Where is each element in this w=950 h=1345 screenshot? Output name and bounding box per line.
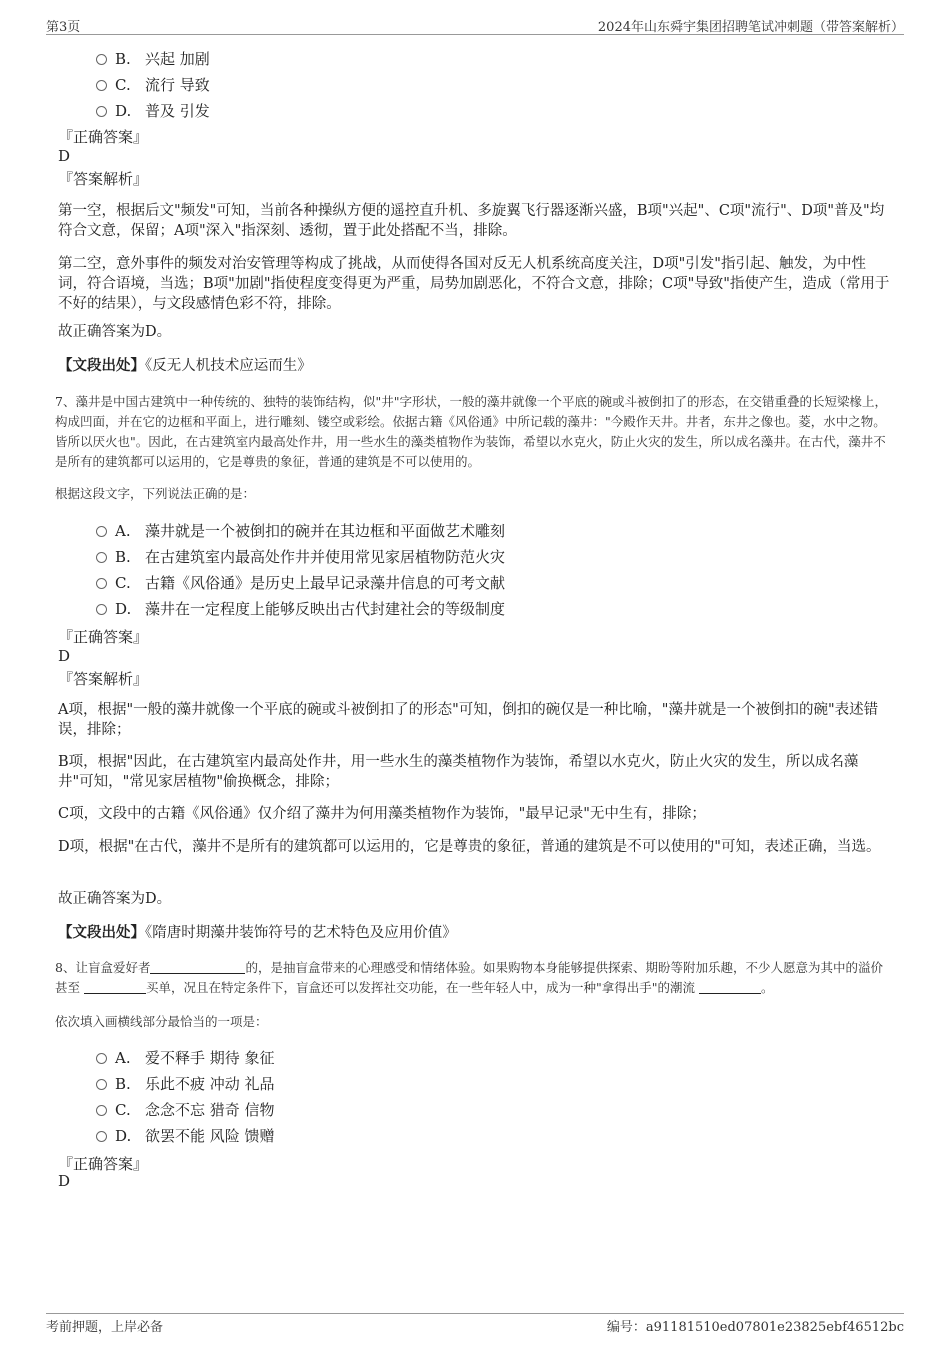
source-label: 【文段出处】 bbox=[58, 357, 145, 374]
document-code: 编号：a91181510ed07801e23825ebf46512bc bbox=[606, 1320, 904, 1335]
q7-analysis-a: A项，根据"一般的藻井就像一个平底的碗或斗被倒扣了的形态"可知，倒扣的碗仅是一种比喻，"藻井就是一个被倒扣的碗"表述错误，排除； bbox=[58, 702, 879, 738]
page-header bbox=[46, 14, 904, 35]
page-footer bbox=[46, 1313, 904, 1336]
radio-icon[interactable] bbox=[96, 1131, 107, 1142]
source-title: 《隋唐时期藻井装饰符号的艺术特色及应用价值》 bbox=[145, 925, 457, 941]
q7-analysis-label: 『答案解析』 bbox=[58, 670, 149, 688]
blank-2 bbox=[84, 979, 146, 994]
radio-icon[interactable] bbox=[96, 80, 107, 91]
q7-answer: D bbox=[58, 647, 71, 665]
q7-option-c[interactable]: C. 古籍《风俗通》是历史上最早记录藻井信息的可考文献 bbox=[96, 572, 505, 593]
q7-analysis-c: C项，文段中的古籍《风俗通》仅介绍了藻井为何用藻类植物作为装饰，"最早记录"无中生有，排除； bbox=[58, 806, 706, 822]
q7-answer-label: 『正确答案』 bbox=[58, 628, 149, 646]
blank-1 bbox=[150, 959, 245, 974]
q7-question: 根据这段文字，下列说法正确的是： bbox=[55, 486, 256, 501]
q6-analysis-3: 故正确答案为D。 bbox=[58, 324, 172, 340]
source-title: 《反无人机技术应运而生》 bbox=[145, 358, 312, 374]
q8-option-b[interactable]: B. 乐此不疲 冲动 礼品 bbox=[96, 1073, 275, 1094]
q8-option-d[interactable]: D. 欲罢不能 风险 馈赠 bbox=[96, 1125, 275, 1146]
q8-question: 依次填入画横线部分最恰当的一项是： bbox=[55, 1014, 268, 1029]
radio-icon[interactable] bbox=[96, 552, 107, 563]
blank-3 bbox=[699, 979, 761, 994]
q6-answer: D bbox=[58, 147, 71, 165]
q6-option-b[interactable]: B. 兴起 加剧 bbox=[96, 48, 210, 69]
q7-option-d[interactable]: D. 藻井在一定程度上能够反映出古代封建社会的等级制度 bbox=[96, 598, 505, 619]
radio-icon[interactable] bbox=[96, 526, 107, 537]
page-number: 第3页 bbox=[46, 20, 81, 35]
q7-option-a[interactable]: A. 藻井就是一个被倒扣的碗并在其边框和平面做艺术雕刻 bbox=[96, 520, 505, 541]
q8-answer: D bbox=[58, 1172, 71, 1190]
q6-option-c[interactable]: C. 流行 导致 bbox=[96, 74, 210, 95]
radio-icon[interactable] bbox=[96, 54, 107, 65]
radio-icon[interactable] bbox=[96, 106, 107, 117]
footer-slogan: 考前押题，上岸必备 bbox=[46, 1320, 164, 1335]
q6-answer-label: 『正确答案』 bbox=[58, 128, 149, 146]
q7-analysis-d: D项，根据"在古代，藻井不是所有的建筑都可以运用的，它是尊贵的象征，普通的建筑是不可以使用的"可知，表述正确，当选。 bbox=[58, 839, 881, 855]
document-title: 2024年山东舜宇集团招聘笔试冲刺题（带答案解析） bbox=[597, 20, 904, 35]
radio-icon[interactable] bbox=[96, 1079, 107, 1090]
q7-option-b[interactable]: B. 在古建筑室内最高处作井并使用常见家居植物防范火灾 bbox=[96, 546, 505, 567]
q8-answer-label: 『正确答案』 bbox=[58, 1155, 149, 1173]
q6-analysis-2: 第二空，意外事件的频发对治安管理等构成了挑战，从而使得各国对反无人机系统高度关注，D项"引发"指引起、触发，为中性词，符合语境，当选；B项"加剧"指使程度变得更为严重，局势加剧恶化，不符合文意，排除；C项"导致"指使产生，造成（常用于不好的结果），与文段感情色彩不符，排除。 bbox=[58, 256, 890, 312]
q6-analysis-1: 第一空，根据后文"频发"可知，当前各种操纵方便的遥控直升机、多旋翼飞行器逐渐兴盛，B项"兴起"、C项"流行"、D项"普及"均符合文意，保留；A项"深入"指深刻、透彻，置于此处搭配不当，排除。 bbox=[58, 203, 885, 239]
q7-analysis-conclusion: 故正确答案为D。 bbox=[58, 891, 172, 907]
q6-option-d[interactable]: D. 普及 引发 bbox=[96, 100, 210, 121]
radio-icon[interactable] bbox=[96, 1105, 107, 1116]
source-label: 【文段出处】 bbox=[58, 924, 145, 941]
q8-passage: 8、让盲盒爱好者 的，是抽盲盒带来的心理感受和情绪体验。如果购物本身能够提供探索、期盼等附加乐趣，不少人愿意为其中的溢价甚至 买单，况且在特定条件下，盲盒还可以发挥社交功能，在一些年轻人中，成为一种"拿得出手"的潮流 。 bbox=[55, 960, 883, 995]
radio-icon[interactable] bbox=[96, 604, 107, 615]
q7-analysis-b: B项，根据"因此，在古建筑室内最高处作井，用一些水生的藻类植物作为装饰，希望以水克火，防止火灾的发生，所以成名藻井"可知，"常见家居植物"偷换概念，排除； bbox=[58, 754, 859, 790]
radio-icon[interactable] bbox=[96, 1053, 107, 1064]
q6-source bbox=[58, 356, 892, 376]
radio-icon[interactable] bbox=[96, 578, 107, 589]
q8-option-a[interactable]: A. 爱不释手 期待 象征 bbox=[96, 1047, 275, 1068]
q7-passage: 7、藻井是中国古建筑中一种传统的、独特的装饰结构，似"井"字形状，一般的藻井就像一个平底的碗或斗被倒扣了的形态，在交错重叠的长短梁椽上，构成凹面，并在它的边框和平面上，进行雕刻、镂空或彩绘。依据古籍《风俗通》中所记载的藻井："今殿作天井。井者，东井之像也。菱，水中之物。皆所以厌火也"。因此，在古建筑室内最高处作井，用一些水生的藻类植物作为装饰，希望以水克火，防止火灾的发生，所以成名藻井。在古代，藻井不是所有的建筑都可以运用的，它是尊贵的象征，普通的建筑是不可以使用的。 bbox=[55, 394, 887, 469]
q8-option-c[interactable]: C. 念念不忘 猎奇 信物 bbox=[96, 1099, 275, 1120]
q7-source bbox=[58, 923, 892, 943]
q6-analysis-label: 『答案解析』 bbox=[58, 170, 149, 188]
